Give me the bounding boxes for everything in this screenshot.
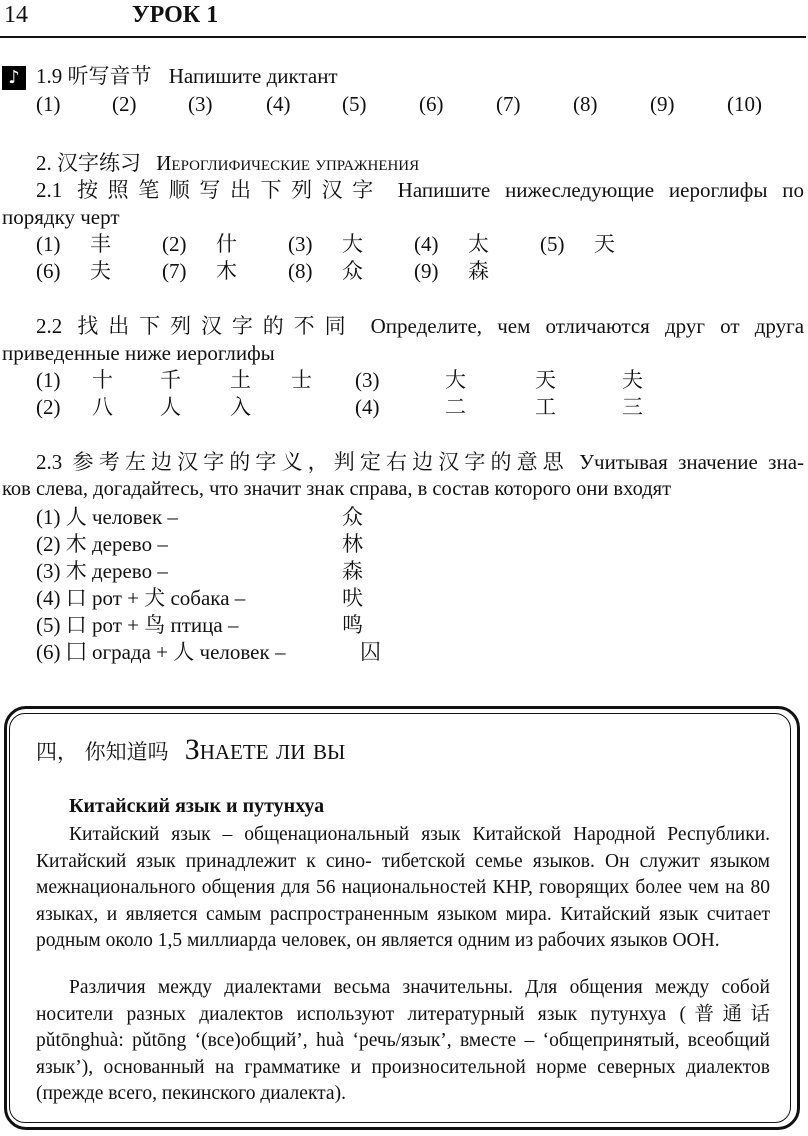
hanzi: 什 [216, 232, 237, 256]
dictation-item: (7) [496, 92, 521, 116]
ex-title-zh: 听写音节 [67, 64, 152, 88]
hanzi: 森 [468, 259, 489, 283]
hanzi: 吠 [342, 586, 363, 610]
hanzi: 三 [622, 395, 643, 419]
dictation-item: (9) [650, 92, 675, 116]
section-2-heading: 2. 汉字练习 Иероглифические упражнения [36, 151, 420, 175]
info-box-heading: 四， 你知道吗 Знаете ли вы [36, 733, 346, 766]
hanzi: 木 [216, 259, 237, 283]
hanzi: 天 [535, 368, 556, 392]
dictation-item: (4) [266, 92, 291, 116]
ex-1-9-title [36, 63, 338, 90]
dictation-item: (1) [36, 92, 61, 116]
hanzi: 土 [230, 368, 251, 392]
dictation-item: (6) [419, 92, 444, 116]
audio-note-icon: ♪ [2, 66, 26, 90]
list-item-label: (2) 木 дерево – [36, 532, 168, 556]
hanzi: 鸣 [342, 613, 363, 637]
info-box-subheading: Китайский язык и путунхуа [69, 795, 325, 817]
header-rule [0, 36, 806, 38]
hanzi: 千 [160, 368, 181, 392]
ex-2-1-title-cont: порядку черт [2, 205, 120, 229]
hanzi: 森 [342, 559, 363, 583]
ex-2-1-title: 2.1 按照笔顺写出下列汉字 Напишите нижеследующие иероглифы по [36, 178, 805, 202]
list-item-label: (4) 口 рот + 犬 собака – [36, 586, 246, 610]
ex-2-3-title: 2.3 参考左边汉字的字义，判定右边汉字的意思 Учитывая значение зна- [36, 450, 805, 474]
hanzi: 丰 [90, 232, 111, 256]
hanzi: 林 [342, 532, 363, 556]
dictation-item: (3) [188, 92, 213, 116]
ex-2-3-title-cont: ков слева, догадайтесь, что значит знак справа, в состав которого они входят [2, 478, 672, 500]
dictation-item: (10) [727, 92, 762, 116]
ex-2-2-title-cont: приведенные ниже иероглифы [2, 341, 275, 365]
hanzi: 太 [468, 232, 489, 256]
hanzi: 大 [445, 368, 466, 392]
hanzi: 人 [160, 395, 181, 419]
hanzi: 入 [230, 395, 251, 419]
hanzi: 夫 [622, 368, 643, 392]
page-number: 14 [4, 2, 28, 28]
hanzi: 囚 [360, 640, 381, 664]
hanzi: 二 [445, 395, 466, 419]
hanzi: 八 [92, 395, 113, 419]
dictation-item: (8) [573, 92, 598, 116]
hanzi: 众 [342, 505, 363, 529]
info-paragraph-2: Различия между диалектами весьма значительны. Для общения между собой носители разных диалектов используют литературный язык путунхуа (普通话 pǔtōnghuà: pǔtōng ‘(все)общий’, huà ‘речь/язык’, вместе – ‘общепринятый, всеобщий язык’), основанный на грамматике и произносительной норме северных диалектов (прежде всего, пекинского диалекта). [36, 977, 770, 1105]
hanzi: 士 [291, 368, 312, 392]
hanzi: 十 [92, 368, 113, 392]
list-item-label: (3) 木 дерево – [36, 559, 168, 583]
ex-title-ru: Напишите диктант [168, 64, 338, 88]
list-item-label: (1) 人 человек – [36, 505, 178, 529]
dictation-item: (5) [342, 92, 367, 116]
hanzi: 大 [342, 232, 363, 256]
hanzi: 天 [594, 232, 615, 256]
ex-number: 1.9 [36, 64, 63, 88]
hanzi: 夫 [90, 259, 111, 283]
list-item-label: (5) 口 рот + 鸟 птица – [36, 613, 239, 637]
hanzi: 众 [342, 259, 363, 283]
hanzi: 工 [535, 395, 556, 419]
list-item-label: (6) 囗 ограда + 人 человек – [36, 640, 286, 664]
dictation-item: (2) [112, 92, 137, 116]
lesson-title: УРОК 1 [132, 2, 219, 28]
info-paragraph-1: Китайский язык – общенациональный язык Китайской Народной Республики. Китайский язык принадлежит к сино- тибетской семье языков. Он служит языком межнационального общения для 56 национальностей КНР, говорящих более чем на 80 языках, и является самым распространенным языком мира. Китайский язык считает родным около 1,5 миллиарда человек, он является одним из рабочих языков ООН. [36, 824, 770, 952]
ex-2-2-title: 2.2 找出下列汉字的不同 Определите, чем отличаются друг от друга [36, 314, 805, 338]
